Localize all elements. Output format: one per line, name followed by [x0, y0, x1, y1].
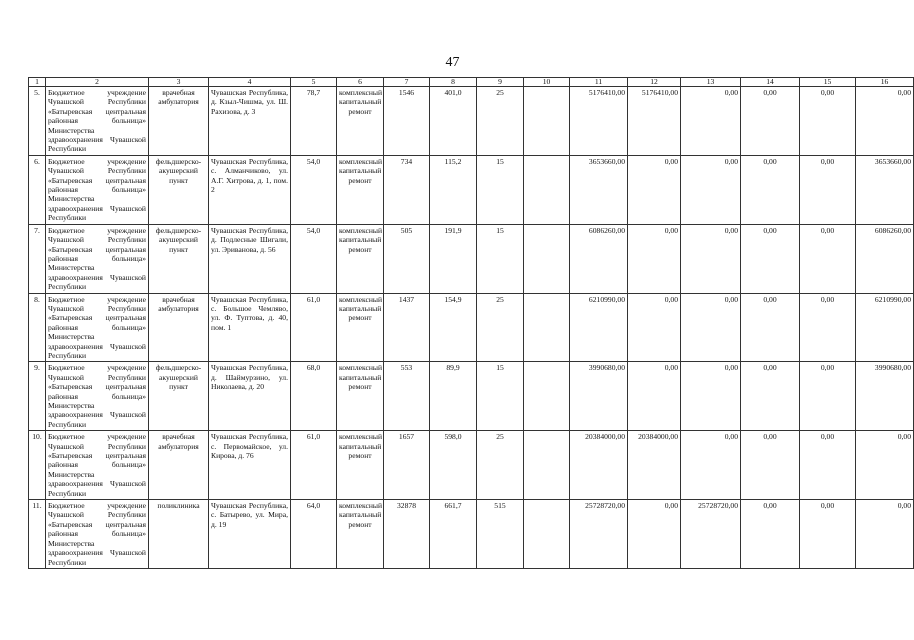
column-5-cell: 68,0 — [291, 362, 337, 431]
column-number-header: 4 — [209, 78, 291, 87]
column-number-header: 3 — [149, 78, 209, 87]
column-11-cell: 20384000,00 — [570, 431, 628, 500]
column-5-cell: 61,0 — [291, 293, 337, 362]
column-5-cell: 54,0 — [291, 224, 337, 293]
column-number-header: 2 — [46, 78, 149, 87]
column-13-cell: 0,00 — [681, 431, 741, 500]
facility-type-cell: врачебная амбулатория — [149, 87, 209, 156]
row-number: 11. — [29, 500, 46, 569]
column-14-cell: 0,00 — [741, 500, 800, 569]
work-type-cell: комплексный капитальный ремонт — [337, 431, 384, 500]
address-cell: Чувашская Республика, д. Подлесные Шигали, ул. Эриванова, д. 56 — [209, 224, 291, 293]
column-15-cell: 0,00 — [800, 155, 856, 224]
column-8-cell: 154,9 — [430, 293, 477, 362]
table-row — [29, 500, 914, 569]
table-row — [29, 155, 914, 224]
column-12-cell: 0,00 — [628, 224, 681, 293]
column-12-cell: 5176410,00 — [628, 87, 681, 156]
address-cell: Чувашская Республика, с. Первомайское, ул. Кирова, д. 76 — [209, 431, 291, 500]
column-7-cell: 505 — [384, 224, 430, 293]
column-16-cell: 6086260,00 — [856, 224, 914, 293]
column-11-cell: 25728720,00 — [570, 500, 628, 569]
column-14-cell: 0,00 — [741, 87, 800, 156]
page-number: 47 — [445, 55, 460, 70]
table-row — [29, 87, 914, 156]
funding-table — [28, 77, 914, 569]
table-row — [29, 293, 914, 362]
row-number: 6. — [29, 155, 46, 224]
column-number-header: 7 — [384, 78, 430, 87]
organization-cell: Бюджетное учреждение Чувашской Республики «Батыревская центральная районная больница» Министерства здравоохранения Чувашской Республики — [46, 431, 149, 500]
column-number-header: 13 — [681, 78, 741, 87]
row-number: 7. — [29, 224, 46, 293]
column-11-cell: 3653660,00 — [570, 155, 628, 224]
column-10-cell — [524, 155, 570, 224]
organization-cell: Бюджетное учреждение Чувашской Республики «Батыревская центральная районная больница» Министерства здравоохранения Чувашской Республики — [46, 293, 149, 362]
organization-cell: Бюджетное учреждение Чувашской Республики «Батыревская центральная районная больница» Министерства здравоохранения Чувашской Республики — [46, 87, 149, 156]
column-9-cell: 25 — [477, 293, 524, 362]
column-16-cell: 0,00 — [856, 500, 914, 569]
column-11-cell: 6086260,00 — [570, 224, 628, 293]
column-13-cell: 0,00 — [681, 362, 741, 431]
column-7-cell: 553 — [384, 362, 430, 431]
column-5-cell: 61,0 — [291, 431, 337, 500]
organization-cell: Бюджетное учреждение Чувашской Республики «Батыревская центральная районная больница» Министерства здравоохранения Чувашской Республики — [46, 500, 149, 569]
row-number: 8. — [29, 293, 46, 362]
column-5-cell: 54,0 — [291, 155, 337, 224]
column-13-cell: 0,00 — [681, 155, 741, 224]
organization-cell: Бюджетное учреждение Чувашской Республики «Батыревская центральная районная больница» Министерства здравоохранения Чувашской Республики — [46, 224, 149, 293]
column-number-header: 11 — [570, 78, 628, 87]
address-cell: Чувашская Республика, с. Алманчиково, ул. А.Г. Хитрова, д. 1, пом. 2 — [209, 155, 291, 224]
column-number-header: 15 — [800, 78, 856, 87]
column-7-cell: 1657 — [384, 431, 430, 500]
column-number-header: 9 — [477, 78, 524, 87]
column-9-cell: 25 — [477, 431, 524, 500]
column-11-cell: 3990680,00 — [570, 362, 628, 431]
column-number-header: 8 — [430, 78, 477, 87]
table-row — [29, 362, 914, 431]
column-12-cell: 20384000,00 — [628, 431, 681, 500]
facility-type-cell: поликлиника — [149, 500, 209, 569]
header-row — [29, 78, 914, 87]
column-15-cell: 0,00 — [800, 87, 856, 156]
column-10-cell — [524, 224, 570, 293]
facility-type-cell: фельдшерско-акушерский пункт — [149, 155, 209, 224]
row-number: 9. — [29, 362, 46, 431]
column-12-cell: 0,00 — [628, 293, 681, 362]
column-10-cell — [524, 431, 570, 500]
column-9-cell: 515 — [477, 500, 524, 569]
column-8-cell: 661,7 — [430, 500, 477, 569]
column-10-cell — [524, 293, 570, 362]
column-9-cell: 25 — [477, 87, 524, 156]
column-16-cell: 0,00 — [856, 87, 914, 156]
work-type-cell: комплексный капитальный ремонт — [337, 224, 384, 293]
column-9-cell: 15 — [477, 362, 524, 431]
column-number-header: 1 — [29, 78, 46, 87]
work-type-cell: комплексный капитальный ремонт — [337, 293, 384, 362]
row-number: 5. — [29, 87, 46, 156]
column-8-cell: 89,9 — [430, 362, 477, 431]
column-15-cell: 0,00 — [800, 293, 856, 362]
column-12-cell: 0,00 — [628, 362, 681, 431]
column-7-cell: 32878 — [384, 500, 430, 569]
facility-type-cell: врачебная амбулатория — [149, 431, 209, 500]
column-8-cell: 115,2 — [430, 155, 477, 224]
work-type-cell: комплексный капитальный ремонт — [337, 500, 384, 569]
work-type-cell: комплексный капитальный ремонт — [337, 87, 384, 156]
column-number-header: 16 — [856, 78, 914, 87]
column-5-cell: 78,7 — [291, 87, 337, 156]
column-16-cell: 0,00 — [856, 431, 914, 500]
column-15-cell: 0,00 — [800, 224, 856, 293]
column-13-cell: 0,00 — [681, 87, 741, 156]
address-cell: Чувашская Республика, с. Большое Чемляво, ул. Ф. Туптова, д. 40, пом. 1 — [209, 293, 291, 362]
column-12-cell: 0,00 — [628, 155, 681, 224]
column-16-cell: 6210990,00 — [856, 293, 914, 362]
row-number: 10. — [29, 431, 46, 500]
work-type-cell: комплексный капитальный ремонт — [337, 362, 384, 431]
column-15-cell: 0,00 — [800, 500, 856, 569]
organization-cell: Бюджетное учреждение Чувашской Республики «Батыревская центральная районная больница» Министерства здравоохранения Чувашской Республики — [46, 362, 149, 431]
table-row — [29, 224, 914, 293]
facility-type-cell: фельдшерско-акушерский пункт — [149, 224, 209, 293]
column-11-cell: 5176410,00 — [570, 87, 628, 156]
column-13-cell: 0,00 — [681, 293, 741, 362]
column-7-cell: 734 — [384, 155, 430, 224]
column-8-cell: 191,9 — [430, 224, 477, 293]
column-12-cell: 0,00 — [628, 500, 681, 569]
column-8-cell: 401,0 — [430, 87, 477, 156]
column-10-cell — [524, 362, 570, 431]
column-7-cell: 1437 — [384, 293, 430, 362]
column-14-cell: 0,00 — [741, 431, 800, 500]
column-5-cell: 64,0 — [291, 500, 337, 569]
facility-type-cell: врачебная амбулатория — [149, 293, 209, 362]
column-number-header: 6 — [337, 78, 384, 87]
facility-type-cell: фельдшерско-акушерский пункт — [149, 362, 209, 431]
column-16-cell: 3990680,00 — [856, 362, 914, 431]
work-type-cell: комплексный капитальный ремонт — [337, 155, 384, 224]
column-7-cell: 1546 — [384, 87, 430, 156]
column-13-cell: 0,00 — [681, 224, 741, 293]
address-cell: Чувашская Республика, д. Кзыл-Чишма, ул. Ш. Рахизова, д. 3 — [209, 87, 291, 156]
column-number-header: 12 — [628, 78, 681, 87]
column-14-cell: 0,00 — [741, 293, 800, 362]
column-9-cell: 15 — [477, 155, 524, 224]
address-cell: Чувашская Республика, с. Батырево, ул. Мира, д. 19 — [209, 500, 291, 569]
column-10-cell — [524, 87, 570, 156]
column-9-cell: 15 — [477, 224, 524, 293]
column-13-cell: 25728720,00 — [681, 500, 741, 569]
column-8-cell: 598,0 — [430, 431, 477, 500]
column-number-header: 10 — [524, 78, 570, 87]
column-10-cell — [524, 500, 570, 569]
column-14-cell: 0,00 — [741, 155, 800, 224]
organization-cell: Бюджетное учреждение Чувашской Республики «Батыревская центральная районная больница» Министерства здравоохранения Чувашской Республики — [46, 155, 149, 224]
column-number-header: 14 — [741, 78, 800, 87]
column-16-cell: 3653660,00 — [856, 155, 914, 224]
column-14-cell: 0,00 — [741, 362, 800, 431]
column-11-cell: 6210990,00 — [570, 293, 628, 362]
column-15-cell: 0,00 — [800, 362, 856, 431]
address-cell: Чувашская Республика, д. Шаймурзино, ул. Николаева, д. 20 — [209, 362, 291, 431]
column-15-cell: 0,00 — [800, 431, 856, 500]
table-row — [29, 431, 914, 500]
column-14-cell: 0,00 — [741, 224, 800, 293]
column-number-header: 5 — [291, 78, 337, 87]
